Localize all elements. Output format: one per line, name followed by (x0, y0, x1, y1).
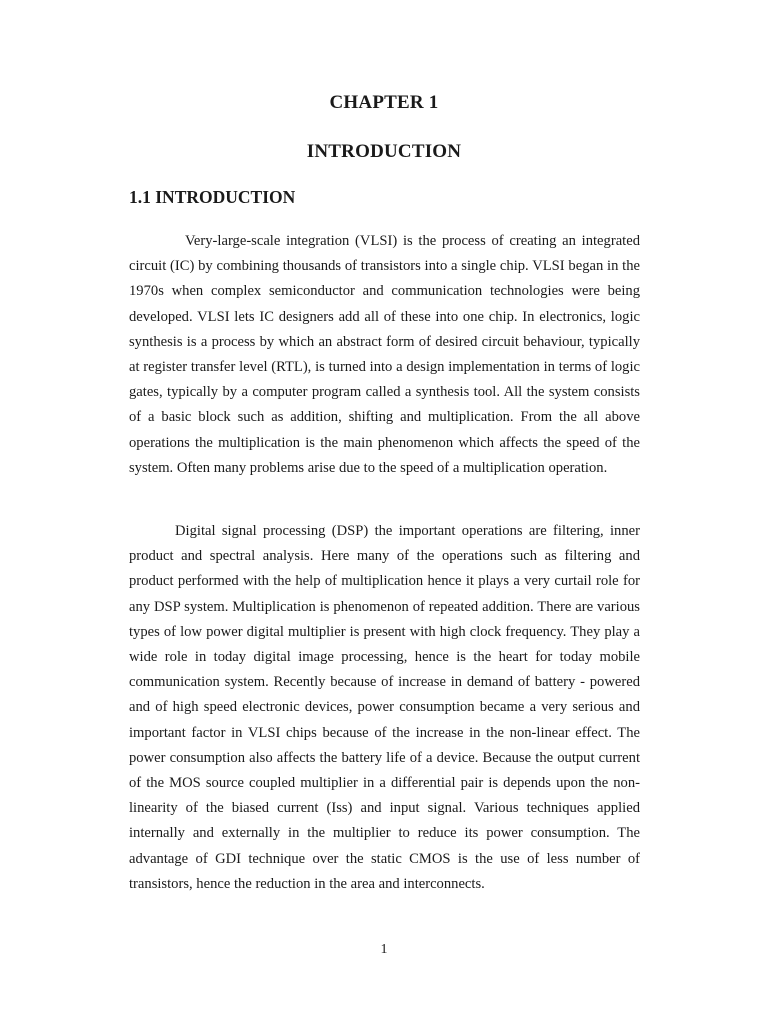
chapter-label: CHAPTER 1 (329, 92, 439, 113)
section-heading: 1.1 INTRODUCTION (129, 187, 296, 207)
body-paragraph-2: Digital signal processing (DSP) the important operations are filtering, inner product and spectral analysis. Here many of the operations such as filtering and product performed with the help of multiplication hence it plays a very curtail role for any DSP system. Multiplication is phenomenon of repeated addition. There are various types of low power digital multiplier is present with high clock frequency. They play a wide role in today digital image processing, hence is the heart for today mobile communication system. Recently because of increase in demand of battery - powered and of high speed electronic devices, power consumption became a very serious and important factor in VLSI chips because of the increase in the non-linear effect. The power consumption also affects the battery life of a device. Because the output current of the MOS source coupled multiplier in a differential pair is depends upon the non-linearity of the biased current (Iss) and input signal. Various techniques applied internally and externally in the multiplier to reduce its power consumption. The advantage of GDI technique over the static CMOS is the use of less number of transistors, hence the reduction in the area and interconnects. (129, 523, 640, 892)
body-paragraph-1: Very-large-scale integration (VLSI) is the process of creating an integrated circuit (IC) by combining thousands of transistors into a single chip. VLSI began in the 1970s when complex semiconductor and communication technologies were being developed. VLSI lets IC designers add all of these into one chip. In electronics, logic synthesis is a process by which an abstract form of desired circuit behaviour, typically at register transfer level (RTL), is turned into a design implementation in terms of logic gates, typically by a computer program called a synthesis tool. All the system consists of a basic block such as addition, shifting and multiplication. From the all above operations the multiplication is the main phenomenon which affects the speed of the system. Often many problems arise due to the speed of a multiplication operation. (129, 233, 640, 476)
chapter-title: INTRODUCTION (306, 141, 462, 162)
page-number: 1 (380, 942, 388, 957)
